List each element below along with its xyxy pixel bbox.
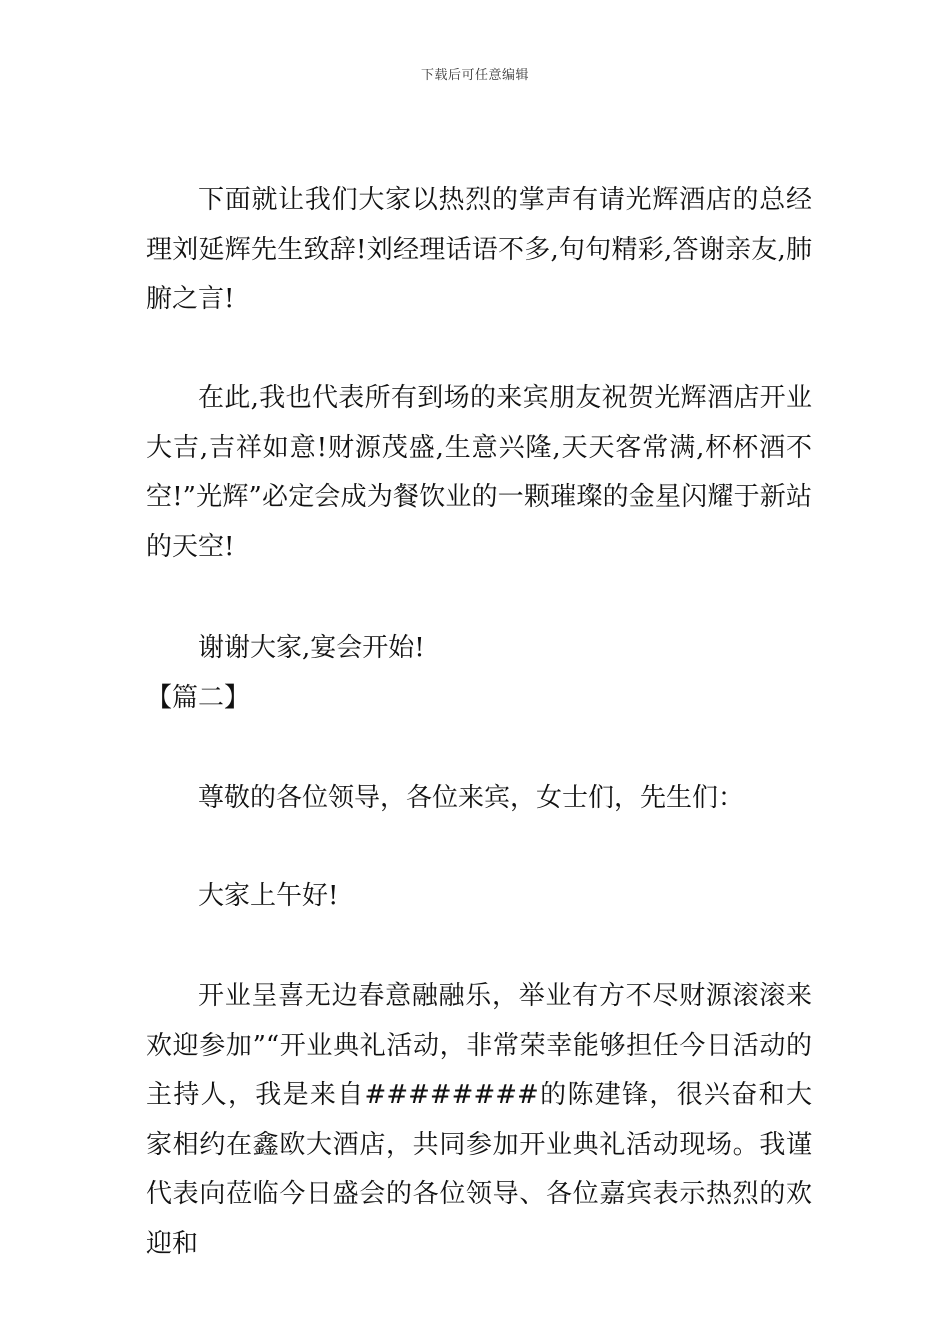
paragraph-good-morning: 大家上午好! — [198, 881, 339, 911]
paragraph-congratulations: 在此,我也代表所有到场的来宾朋友祝贺光辉酒店开业大吉,吉祥如意!财源茂盛,生意兴隆,天天客常满,杯杯酒不空!”光辉”必定会成为餐饮业的一颗璀璨的金星闪耀于新站的天空! — [146, 383, 812, 562]
section-heading: 【篇二】 — [146, 683, 251, 713]
paragraph-greeting: 尊敬的各位领导，各位来宾，女士们，先生们： — [198, 783, 745, 813]
paragraph-opening-ceremony: 开业呈喜无边春意融融乐，举业有方不尽财源滚滚来欢迎参加”“开业典礼活动，非常荣幸能够担任今日活动的主持人，我是来自########的陈建锋，很兴奋和大家相约在鑫欧大酒店，共同参加开业典礼活动现场。我谨代表向莅临今日盛会的各位领导、各位嘉宾表示热烈的欢迎和 — [146, 981, 812, 1259]
paragraph-banquet-start: 谢谢大家,宴会开始! — [198, 633, 425, 663]
paragraph-host-invite: 下面就让我们大家以热烈的掌声有请光辉酒店的总经理刘延辉先生致辞!刘经理话语不多,句句精彩,答谢亲友,肺腑之言! — [146, 185, 812, 314]
page-header: 下载后可任意编辑 — [420, 68, 529, 83]
